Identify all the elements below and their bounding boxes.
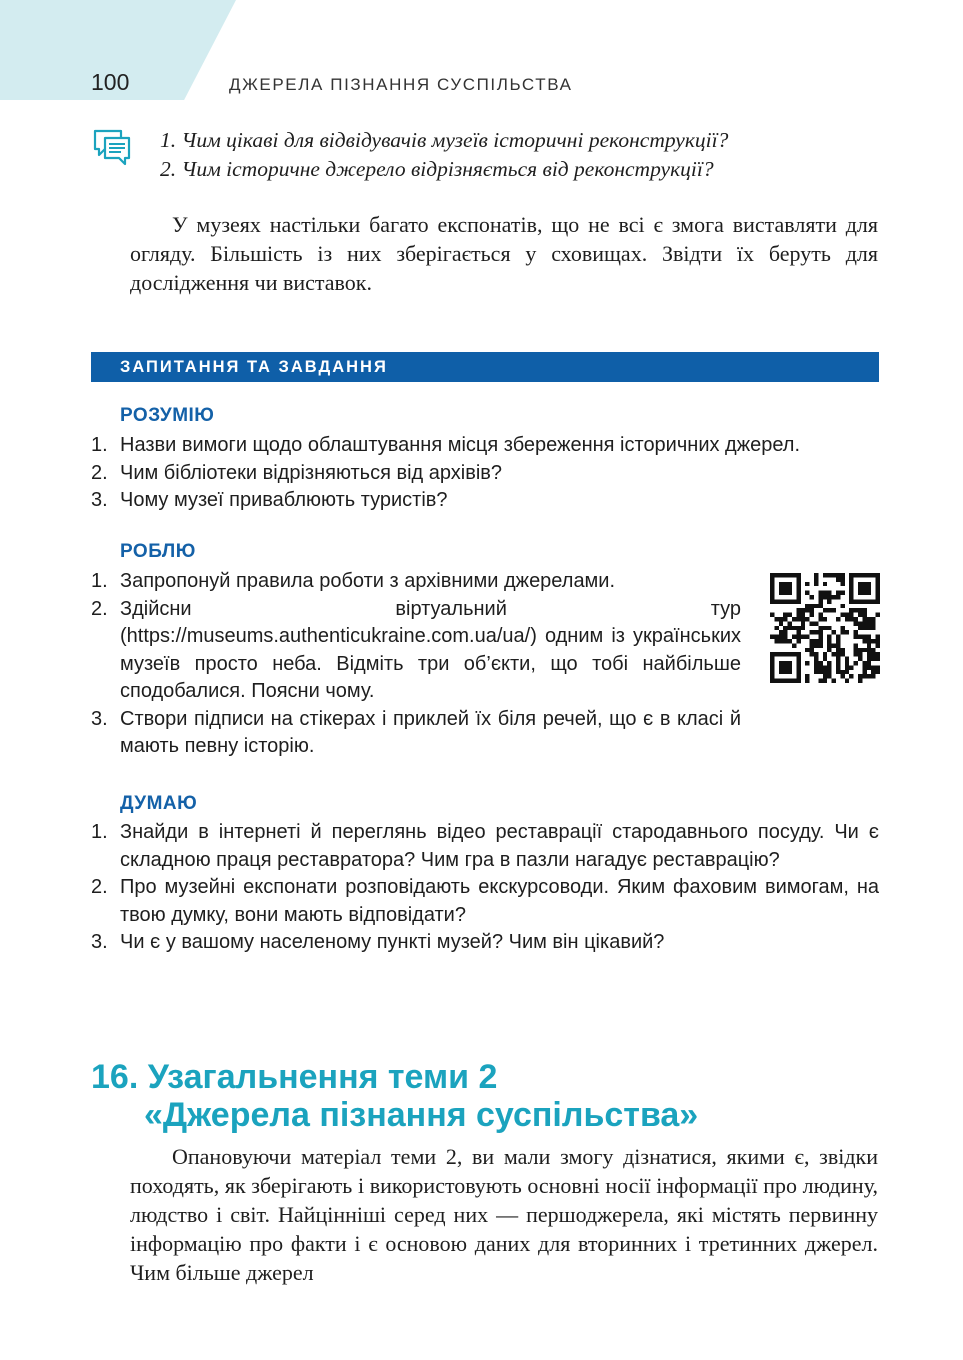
subheading-do: РОБЛЮ xyxy=(120,541,196,562)
do-list xyxy=(91,568,741,761)
list-item: 3. Чи є у вашому населеному пункті музей? Чим він цікавий? xyxy=(91,931,665,953)
subheading-think: ДУМАЮ xyxy=(120,793,198,814)
list-item: 2. Здійсни віртуальний тур (https://museums.authenticukraine.com.ua/ua/) одним із українських музеїв просто неба. Відміть три об’єкти, що тобі найбільше сподобалися. Поясни чому. xyxy=(91,597,741,702)
section-title-line2: «Джерела пізнання суспільства» xyxy=(144,1096,699,1134)
list-item: 2. Чим бібліотеки відрізняються від архівів? xyxy=(91,461,503,484)
list-item: 2. Про музейні експонати розповідають екскурсоводи. Яким фаховим вимогам, на твою думку, вони мають відповідати? xyxy=(91,876,879,926)
subheading-understand: РОЗУМІЮ xyxy=(120,405,215,426)
speech-bubbles-icon xyxy=(92,128,132,168)
list-item: 3. Створи підписи на стікерах і приклей їх біля речей, що є в класі й мають певну історію. xyxy=(91,707,741,757)
discussion-question: 1. Чим цікаві для відвідувачів музеїв історичні реконструкції? xyxy=(160,128,729,152)
discussion-question: 2. Чим історичне джерело відрізняється від реконструкції? xyxy=(160,157,714,181)
discussion-questions xyxy=(160,126,900,184)
list-item: 1. Запропонуй правила роботи з архівними джерелами. xyxy=(91,570,616,592)
qr-code-icon[interactable] xyxy=(770,573,880,683)
list-item: 3. Чому музеї приваблюють туристів? xyxy=(91,489,448,511)
section-title-line1: 16. Узагальнення теми 2 xyxy=(91,1058,498,1096)
running-title: ДЖЕРЕЛА ПІЗНАННЯ СУСПІЛЬСТВА xyxy=(229,75,573,94)
tasks-heading: ЗАПИТАННЯ ТА ЗАВДАННЯ xyxy=(91,352,879,382)
section-title xyxy=(91,1058,698,1134)
list-item: 1. Знайди в інтернеті й переглянь відео реставрації стародавнього посуду. Чи є складною праця реставратора? Чим гра в пазли нагадує реставрацію? xyxy=(91,821,879,871)
understand-list xyxy=(91,432,879,515)
think-list xyxy=(91,819,879,957)
page-number: 100 xyxy=(91,69,130,95)
intro-paragraph: У музеях настільки багато експонатів, що не всі є змога виставляти для огляду. Більшість із них зберігається у сховищах. Звідти їх беруть для дослідження чи виставок. xyxy=(130,212,878,295)
section-paragraph: Опановуючи матеріал теми 2, ви мали змогу дізнатися, якими є, звідки походять, як зберігають і використовують основні носії інформації про людину, людство і світ. Найцінніші серед них — першоджерела, які містять первинну інформацію про факти і є основою даних для вторинних і третинних джерел. Чим більше джерел xyxy=(130,1144,878,1285)
list-item: 1. Назви вимоги щодо облаштування місця збереження історичних джерел. xyxy=(91,434,801,456)
